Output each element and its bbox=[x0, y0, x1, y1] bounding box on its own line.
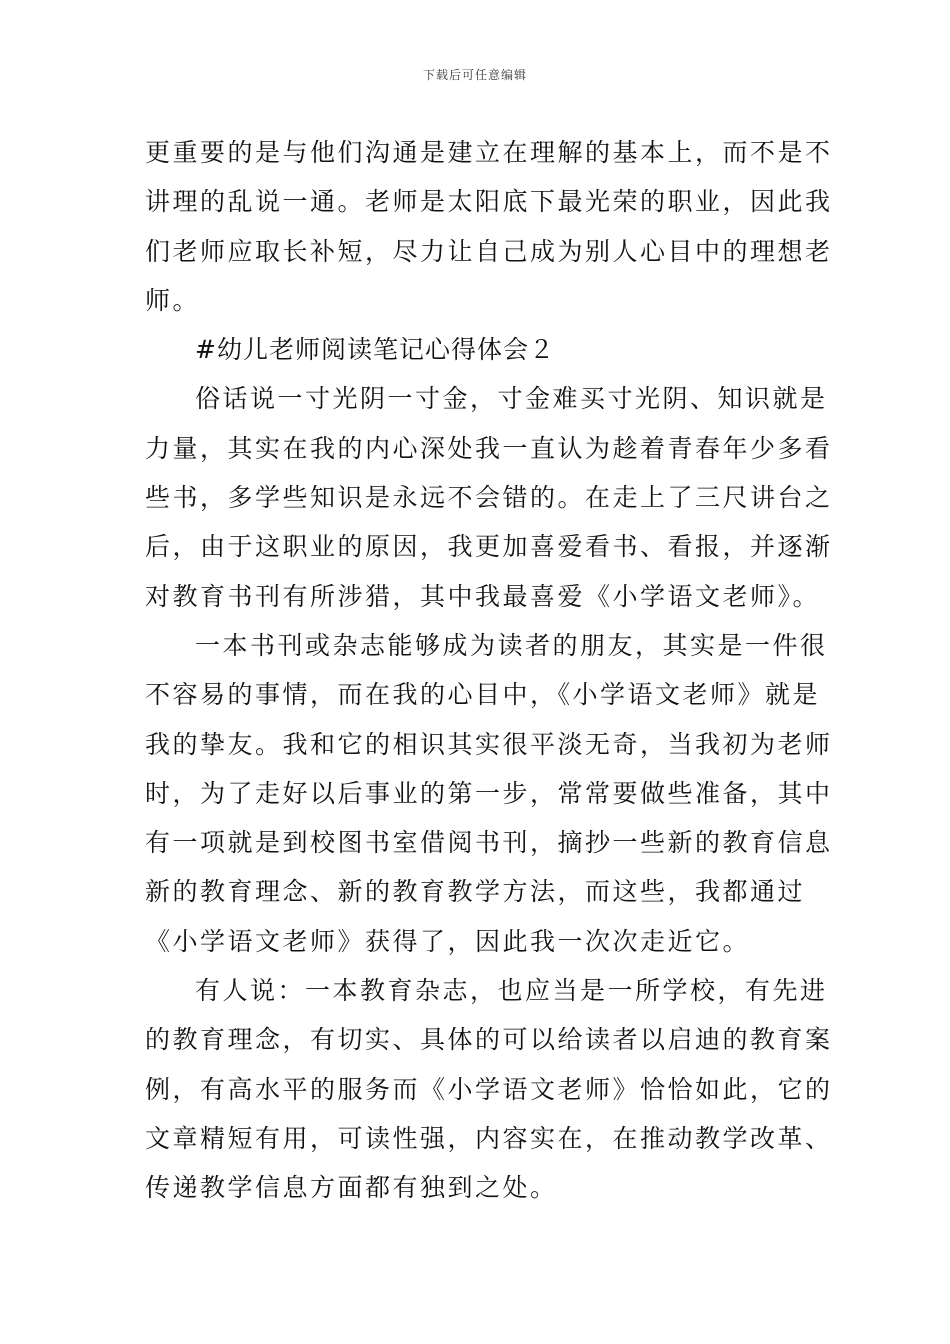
paragraph-line: 俗话说一寸光阴一寸金，寸金难买寸光阴、知识就是 bbox=[195, 384, 828, 414]
paragraph-line: 一本书刊或杂志能够成为读者的朋友，其实是一件很 bbox=[195, 630, 828, 660]
paragraph-line: 力量，其实在我的内心深处我一直认为趁着青春年少多看 bbox=[145, 433, 833, 463]
paragraph-line: 文章精短有用，可读性强，内容实在，在推动教学改革、 bbox=[145, 1123, 833, 1153]
paragraph-line: 些书，多学些知识是永远不会错的。在走上了三尺讲台之 bbox=[145, 483, 833, 513]
paragraph-line: 的教育理念，有切实、具体的可以给读者以启迪的教育案 bbox=[145, 1025, 833, 1055]
paragraph-line: 有一项就是到校图书室借阅书刊，摘抄一些新的教育信息 bbox=[145, 828, 833, 858]
paragraph-line: 例，有高水平的服务而《小学语文老师》恰恰如此，它的 bbox=[145, 1074, 833, 1104]
paragraph-line: 更重要的是与他们沟通是建立在理解的基本上，而不是不 bbox=[145, 138, 833, 167]
paragraph-line: 对教育书刊有所涉猎，其中我最喜爱《小学语文老师》。 bbox=[145, 581, 821, 611]
paragraph-line: 不容易的事情，而在我的心目中，《小学语文老师》就是 bbox=[145, 680, 821, 710]
header-note: 下载后可任意编辑 bbox=[422, 68, 527, 82]
section-heading: #幼儿老师阅读笔记心得体会２ bbox=[195, 335, 555, 365]
paragraph-line: 新的教育理念、新的教育教学方法，而这些，我都通过 bbox=[145, 877, 806, 907]
document-body bbox=[145, 128, 833, 1213]
paragraph-line: 时，为了走好以后事业的第一步，常常要做些准备，其中 bbox=[145, 778, 833, 808]
paragraph-line: 师。 bbox=[145, 285, 201, 315]
paragraph-line: 有人说：一本教育杂志，也应当是一所学校，有先进 bbox=[195, 976, 828, 1006]
paragraph-line: 们老师应取长补短，尽力让自己成为别人心目中的理想老 bbox=[145, 236, 833, 266]
paragraph-line: 传递教学信息方面都有独到之处。 bbox=[145, 1173, 558, 1203]
paragraph-line: 后，由于这职业的原因，我更加喜爱看书、看报，并逐渐 bbox=[145, 532, 833, 562]
paragraph-line: 讲理的乱说一通。老师是太阳底下最光荣的职业，因此我 bbox=[145, 187, 833, 217]
paragraph-line: 《小学语文老师》获得了，因此我一次次走近它。 bbox=[145, 926, 751, 956]
paragraph-line: 我的挚友。我和它的相识其实很平淡无奇，当我初为老师 bbox=[145, 729, 833, 759]
